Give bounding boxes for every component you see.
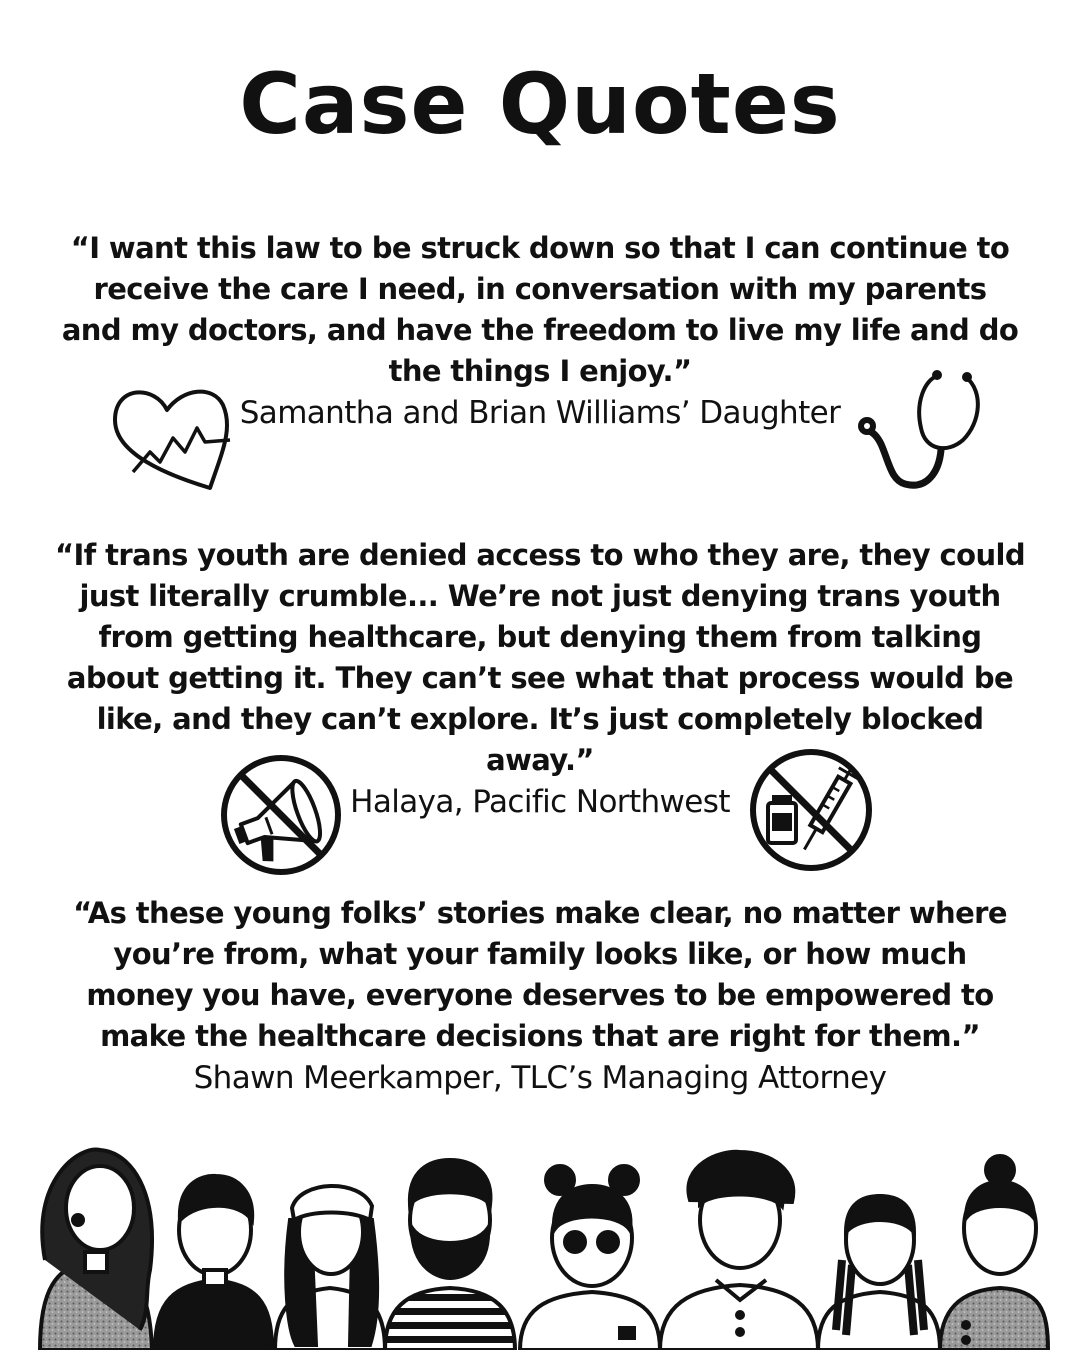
quote-text: “If trans youth are denied access to who they are, they could just literally crumble... We’re not just denying trans youth from getting healthcare, but denying them from talking about getting it. They can’t see what that process would be like, and they can’t explore. It’s just completely blocked away.”: [55, 538, 1025, 777]
person-7: [818, 1196, 940, 1350]
quote-block-2: [50, 535, 1030, 823]
quote-attribution: Halaya, Pacific Northwest: [350, 784, 730, 820]
heart-heartbeat-icon: [105, 380, 240, 495]
person-8: [940, 1156, 1048, 1350]
person-3: [275, 1186, 385, 1350]
no-megaphone-icon: [218, 752, 344, 878]
person-5: [520, 1166, 660, 1350]
person-4: [385, 1160, 515, 1350]
person-1: [40, 1150, 152, 1350]
quote-block-3: [60, 893, 1020, 1099]
page-title: Case Quotes: [239, 55, 841, 153]
person-2: [155, 1176, 272, 1350]
quote-text: “I want this law to be struck down so that I can continue to receive the care I need, in conversation with my parents and my doctors, and have the freedom to live my life and do the things I enjoy.”: [61, 231, 1019, 388]
quote-attribution: Samantha and Brian Williams’ Daughter: [239, 395, 841, 431]
stethoscope-icon: [855, 362, 990, 497]
quote-attribution: Shawn Meerkamper, TLC’s Managing Attorney: [193, 1060, 887, 1096]
quote-text: “As these young folks’ stories make clear, no matter where you’re from, what your family looks like, or how much money you have, everyone deserves to be empowered to make the healthcare decisions that are right for them.”: [73, 896, 1007, 1053]
no-medicine-icon: [746, 745, 876, 875]
people-illustration: [0, 1140, 1080, 1350]
person-6: [660, 1152, 818, 1350]
